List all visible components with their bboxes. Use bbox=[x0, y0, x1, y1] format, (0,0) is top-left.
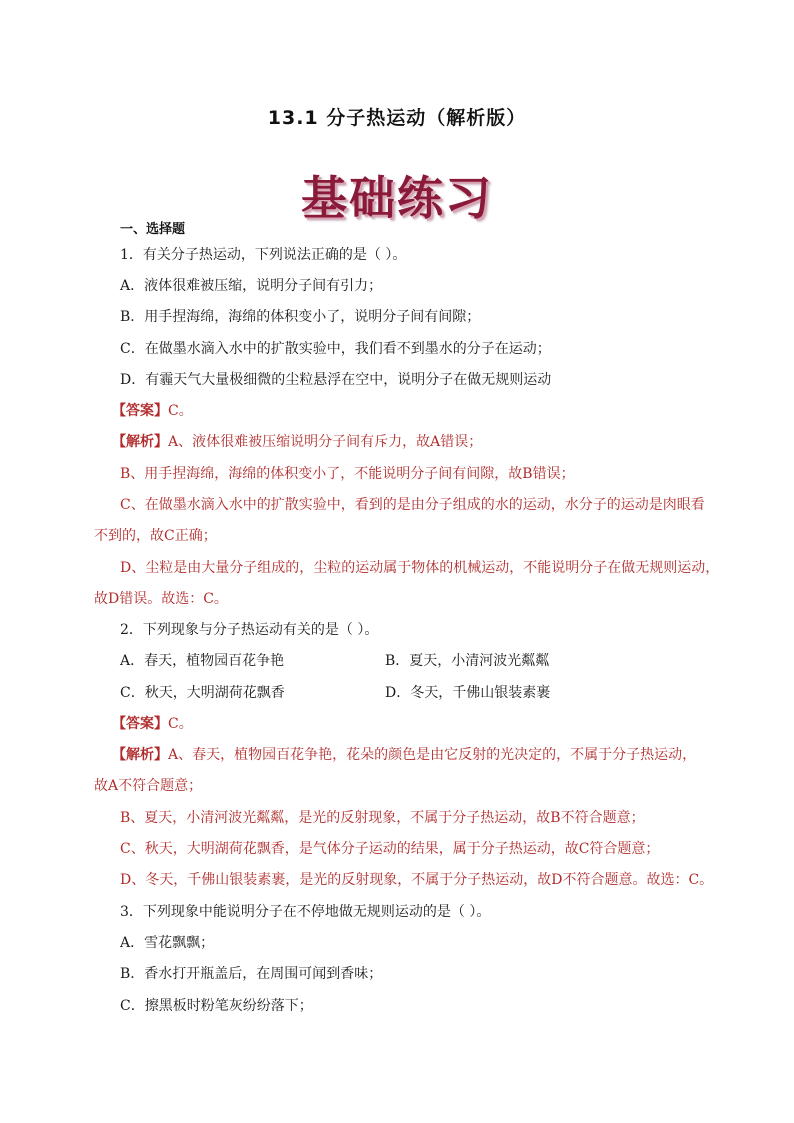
q3-option-a: A．雪花飘飘； bbox=[120, 935, 215, 951]
analysis-text: A、液体很难被压缩说明分子间有斥力，故A错误； bbox=[168, 434, 483, 450]
q2-answer bbox=[112, 714, 193, 734]
q1-option-b: B．用手捏海绵，海绵的体积变小了，说明分子间有间隙； bbox=[120, 309, 481, 325]
q2-option-c: C．秋天，大明湖荷花飘香 bbox=[120, 685, 285, 701]
q2-option-a: A．春天，植物园百花争艳 bbox=[120, 653, 285, 669]
q3-option-b: B．香水打开瓶盖后，在周围可闻到香味； bbox=[120, 966, 383, 982]
analysis-tag: 【解析】 bbox=[112, 747, 168, 763]
q1-option-a: A．液体很难被压缩，说明分子间有引力； bbox=[120, 278, 383, 294]
answer-value: C。 bbox=[168, 403, 193, 419]
q3-stem: 3．下列现象中能说明分子在不停地做无规则运动的是（ ）。 bbox=[120, 904, 491, 920]
q2-analysis-line-3: B、夏天，小清河波光粼粼，是光的反射现象，不属于分子热运动，故B不符合题意； bbox=[120, 810, 645, 826]
q1-answer bbox=[112, 401, 193, 421]
section-banner: 基础练习 bbox=[301, 171, 493, 225]
q2-analysis-line-4: C、秋天，大明湖荷花飘香，是气体分子运动的结果，属于分子热运动，故C符合题意； bbox=[120, 841, 660, 857]
section-heading: 一、选择题 bbox=[120, 222, 186, 237]
q2-option-d: D．冬天，千佛山银装素裹 bbox=[385, 685, 551, 701]
q1-analysis-line-1 bbox=[112, 432, 482, 452]
q1-analysis-line-3: C、在做墨水滴入水中的扩散实验中，看到的是由分子组成的水的运动，水分子的运动是肉眼看 bbox=[120, 497, 705, 513]
q1-analysis-line-4: 不到的，故C正确； bbox=[94, 528, 217, 544]
document-title: 13.1 分子热运动（解析版） bbox=[267, 107, 527, 129]
q1-option-d: D．有霾天气大量极细微的尘粒悬浮在空中，说明分子在做无规则运动 bbox=[120, 372, 552, 388]
analysis-text: A、春天，植物园百花争艳，花朵的颜色是由它反射的光决定的，不属于分子热运动， bbox=[168, 747, 697, 763]
q2-option-b: B．夏天，小清河波光粼粼 bbox=[385, 653, 550, 669]
q1-option-c: C．在做墨水滴入水中的扩散实验中，我们看不到墨水的分子在运动； bbox=[120, 341, 551, 357]
answer-tag: 【答案】 bbox=[112, 403, 168, 419]
q1-analysis-line-6: 故D错误。故选：C。 bbox=[94, 591, 228, 607]
q1-analysis-line-2: B、用手捏海绵，海绵的体积变小了，不能说明分子间有间隙，故B错误； bbox=[120, 466, 575, 482]
q2-analysis-line-2: 故A不符合题意； bbox=[94, 778, 203, 794]
analysis-tag: 【解析】 bbox=[112, 434, 168, 450]
q2-analysis-line-5: D、冬天，千佛山银装素裹，是光的反射现象，不属于分子热运动，故D不符合题意。故选：C。 bbox=[120, 872, 714, 888]
q1-analysis-line-5: D、尘粒是由大量分子组成的，尘粒的运动属于物体的机械运动，不能说明分子在做无规则运动， bbox=[120, 560, 720, 576]
answer-tag: 【答案】 bbox=[112, 716, 168, 732]
q1-stem: 1．有关分子热运动，下列说法正确的是（ ）。 bbox=[120, 247, 407, 263]
q2-stem: 2．下列现象与分子热运动有关的是（ ）。 bbox=[120, 622, 379, 638]
q2-analysis-line-1 bbox=[112, 745, 696, 765]
q3-option-c: C．擦黑板时粉笔灰纷纷落下； bbox=[120, 998, 313, 1014]
answer-value: C。 bbox=[168, 716, 193, 732]
